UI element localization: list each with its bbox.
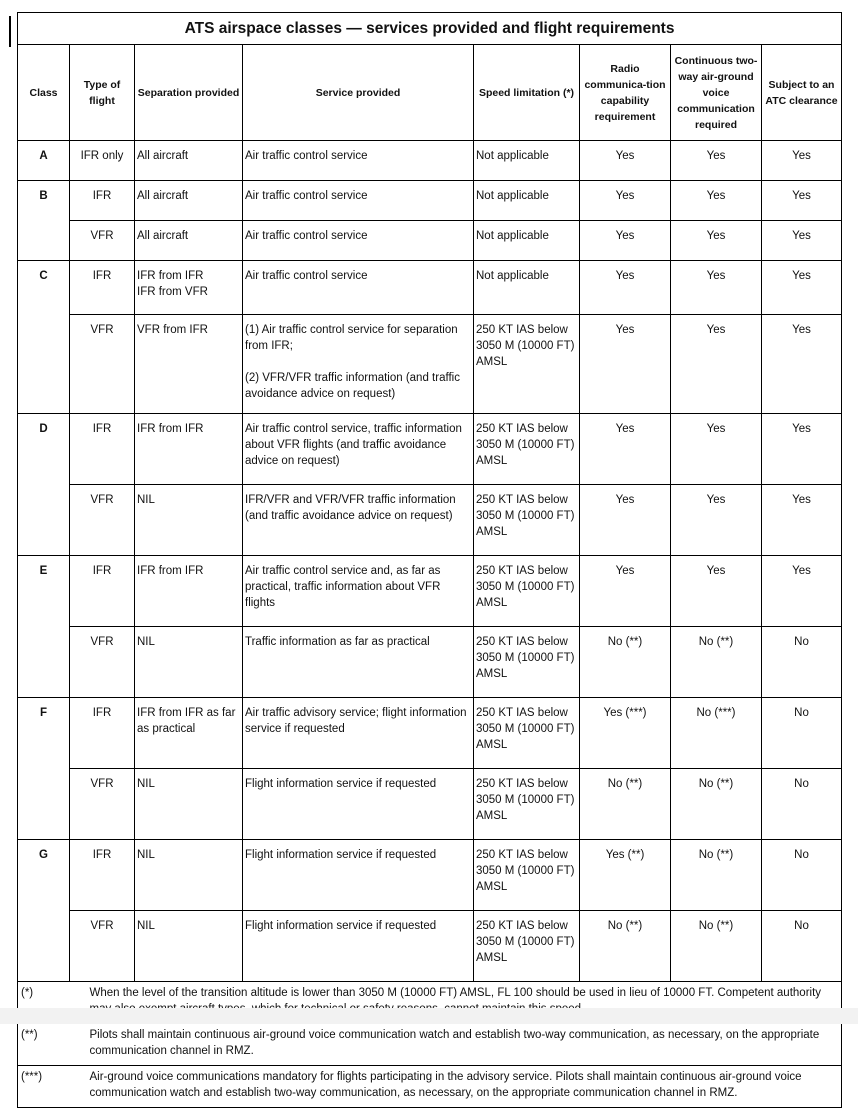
cell-speed: 250 KT IAS below 3050 M (10000 FT) AMSL: [474, 485, 580, 556]
footnote-row: [18, 1066, 842, 1108]
cell-speed: 250 KT IAS below 3050 M (10000 FT) AMSL: [474, 911, 580, 982]
service-text: Flight information service if requested: [245, 778, 437, 790]
cell-speed: 250 KT IAS below 3050 M (10000 FT) AMSL: [474, 840, 580, 911]
cell-flight-type: IFR only: [70, 141, 135, 181]
cell-service: [243, 315, 474, 414]
table-title: ATS airspace classes — services provided and flight requirements: [18, 13, 842, 45]
service-text: Air traffic advisory service; flight information service if requested: [245, 707, 467, 735]
cell-service: [243, 261, 474, 315]
cell-radio: No (**): [580, 769, 671, 840]
cell-continuous: No (***): [671, 698, 762, 769]
cell-clearance: Yes: [762, 414, 842, 485]
cell-flight-type: IFR: [70, 181, 135, 221]
cell-separation: [135, 840, 243, 911]
cell-clearance: Yes: [762, 141, 842, 181]
separation-line: All aircraft: [137, 150, 189, 162]
header-clearance: Subject to an ATC clearance: [762, 45, 842, 141]
cell-continuous: Yes: [671, 221, 762, 261]
separation-line: IFR from IFR: [137, 423, 204, 435]
cell-radio: Yes: [580, 556, 671, 627]
header-service: Service provided: [243, 45, 474, 141]
cell-service: [243, 840, 474, 911]
cell-continuous: No (**): [671, 911, 762, 982]
cell-clearance: Yes: [762, 556, 842, 627]
separation-line: NIL: [137, 849, 155, 861]
service-text: Air traffic control service and, as far as practical, traffic information about VFR flights: [245, 565, 441, 609]
cell-service: [243, 181, 474, 221]
header-continuous: Continuous two-way air-ground voice communication required: [671, 45, 762, 141]
cell-separation: [135, 141, 243, 181]
cell-radio: Yes: [580, 141, 671, 181]
cell-radio: Yes: [580, 485, 671, 556]
cell-speed: 250 KT IAS below 3050 M (10000 FT) AMSL: [474, 698, 580, 769]
separation-line: NIL: [137, 636, 155, 648]
cell-speed: Not applicable: [474, 181, 580, 221]
table-row: [18, 261, 842, 315]
footnote-mark: (*): [18, 982, 70, 1024]
cell-clearance: No: [762, 911, 842, 982]
cell-radio: Yes (**): [580, 840, 671, 911]
cell-class: B: [18, 181, 70, 261]
cell-class: C: [18, 261, 70, 414]
cell-clearance: No: [762, 769, 842, 840]
cell-flight-type: IFR: [70, 414, 135, 485]
cell-service: [243, 414, 474, 485]
table-row: [18, 414, 842, 485]
cell-separation: [135, 261, 243, 315]
cell-service: [243, 556, 474, 627]
cell-clearance: Yes: [762, 221, 842, 261]
table-row: [18, 556, 842, 627]
separation-line: IFR from IFR as far as practical: [137, 707, 236, 735]
cell-speed: 250 KT IAS below 3050 M (10000 FT) AMSL: [474, 627, 580, 698]
separation-line: All aircraft: [137, 190, 189, 202]
table-row: [18, 840, 842, 911]
table-row: [18, 911, 842, 982]
cell-service: [243, 769, 474, 840]
cell-class: F: [18, 698, 70, 840]
service-text: (2) VFR/VFR traffic information (and traffic avoidance advice on request): [245, 372, 460, 400]
cell-flight-type: IFR: [70, 840, 135, 911]
cell-radio: Yes: [580, 221, 671, 261]
cell-continuous: Yes: [671, 141, 762, 181]
header-row: [18, 45, 842, 141]
separation-line: NIL: [137, 494, 155, 506]
cell-speed: Not applicable: [474, 261, 580, 315]
cell-separation: [135, 315, 243, 414]
footnote-mark: (***): [18, 1066, 70, 1108]
cell-separation: [135, 698, 243, 769]
cell-speed: 250 KT IAS below 3050 M (10000 FT) AMSL: [474, 556, 580, 627]
service-text: Flight information service if requested: [245, 920, 437, 932]
footnotes: [18, 982, 842, 1108]
separation-line: All aircraft: [137, 230, 189, 242]
footnote-text: When the level of the transition altitude is lower than 3050 M (10000 FT) AMSL, FL 100 should be used in lieu of 10000 FT. Competent authority: [70, 982, 842, 1024]
separation-line: NIL: [137, 778, 155, 790]
table-row: [18, 698, 842, 769]
cell-flight-type: VFR: [70, 485, 135, 556]
table-row: [18, 221, 842, 261]
cell-continuous: No (**): [671, 627, 762, 698]
cell-radio: Yes (***): [580, 698, 671, 769]
cell-speed: Not applicable: [474, 221, 580, 261]
cell-flight-type: VFR: [70, 769, 135, 840]
header-class: Class: [18, 45, 70, 141]
table-row: [18, 141, 842, 181]
cell-flight-type: VFR: [70, 315, 135, 414]
cell-service: [243, 698, 474, 769]
cell-continuous: Yes: [671, 315, 762, 414]
table-row: [18, 769, 842, 840]
airspace-table: [17, 12, 842, 1108]
cell-separation: [135, 627, 243, 698]
cell-service: [243, 485, 474, 556]
cell-flight-type: IFR: [70, 556, 135, 627]
table-row: [18, 181, 842, 221]
cell-clearance: No: [762, 840, 842, 911]
service-text: Air traffic control service: [245, 270, 368, 282]
cell-radio: No (**): [580, 627, 671, 698]
cell-flight-type: VFR: [70, 627, 135, 698]
cell-clearance: Yes: [762, 261, 842, 315]
cell-service: [243, 141, 474, 181]
header-speed: Speed limitation (*): [474, 45, 580, 141]
cell-separation: [135, 485, 243, 556]
cell-separation: [135, 221, 243, 261]
separation-line: IFR from IFR: [137, 565, 204, 577]
cell-speed: 250 KT IAS below 3050 M (10000 FT) AMSL: [474, 315, 580, 414]
service-text: Air traffic control service: [245, 150, 368, 162]
header-radio: Radio communica-tion capability requirement: [580, 45, 671, 141]
service-text: Traffic information as far as practical: [245, 636, 430, 648]
cell-clearance: No: [762, 698, 842, 769]
cell-speed: 250 KT IAS below 3050 M (10000 FT) AMSL: [474, 414, 580, 485]
header-separation: Separation provided: [135, 45, 243, 141]
cell-service: [243, 221, 474, 261]
service-text: Air traffic control service: [245, 230, 368, 242]
cell-speed: Not applicable: [474, 141, 580, 181]
cell-radio: No (**): [580, 911, 671, 982]
service-text: Air traffic control service: [245, 190, 368, 202]
cell-continuous: Yes: [671, 485, 762, 556]
text-cursor: [9, 16, 11, 47]
cell-continuous: Yes: [671, 261, 762, 315]
separation-line: IFR from VFR: [137, 286, 208, 298]
cell-clearance: Yes: [762, 315, 842, 414]
footnote-text: Pilots shall maintain continuous air-ground voice communication watch and establish two-way communication, as necessary, on the appropriate communication channel in RMZ.: [70, 1024, 842, 1066]
table-row: [18, 485, 842, 556]
cell-separation: [135, 181, 243, 221]
cell-flight-type: IFR: [70, 698, 135, 769]
cell-continuous: Yes: [671, 556, 762, 627]
separation-line: VFR from IFR: [137, 324, 208, 336]
service-text: Air traffic control service, traffic information about VFR flights (and traffic avoidance advice on request): [245, 423, 462, 467]
separation-line: IFR from IFR: [137, 270, 204, 282]
cell-flight-type: VFR: [70, 911, 135, 982]
cell-flight-type: VFR: [70, 221, 135, 261]
service-text: Flight information service if requested: [245, 849, 437, 861]
table-body: [18, 141, 842, 982]
cell-service: [243, 911, 474, 982]
table-row: [18, 627, 842, 698]
cell-speed: 250 KT IAS below 3050 M (10000 FT) AMSL: [474, 769, 580, 840]
cell-continuous: Yes: [671, 414, 762, 485]
cell-radio: Yes: [580, 315, 671, 414]
cell-service: [243, 627, 474, 698]
cell-continuous: No (**): [671, 769, 762, 840]
cell-clearance: No: [762, 627, 842, 698]
cell-class: A: [18, 141, 70, 181]
cell-continuous: Yes: [671, 181, 762, 221]
header-type-of-flight: Type of flight: [70, 45, 135, 141]
footnote-mark: (**): [18, 1024, 70, 1066]
cell-radio: Yes: [580, 181, 671, 221]
cell-separation: [135, 414, 243, 485]
cell-continuous: No (**): [671, 840, 762, 911]
table-row: [18, 315, 842, 414]
cell-clearance: Yes: [762, 485, 842, 556]
cell-clearance: Yes: [762, 181, 842, 221]
cell-separation: [135, 911, 243, 982]
cell-flight-type: IFR: [70, 261, 135, 315]
service-text: (1) Air traffic control service for separation from IFR;: [245, 324, 458, 352]
footnote-row: [18, 1024, 842, 1066]
cell-radio: Yes: [580, 261, 671, 315]
page-bottom-strip: [0, 1008, 858, 1024]
cell-separation: [135, 769, 243, 840]
cell-separation: [135, 556, 243, 627]
cell-class: E: [18, 556, 70, 698]
service-text: IFR/VFR and VFR/VFR traffic information (and traffic avoidance advice on request): [245, 494, 456, 522]
cell-class: G: [18, 840, 70, 982]
footnote-text: Air-ground voice communications mandatory for flights participating in the advisory service. Pilots shall maintain continuous air-ground voice communication watch and establish two-way communication, as necessary, on the appropriate communication channel in RMZ.: [70, 1066, 842, 1108]
separation-line: NIL: [137, 920, 155, 932]
cell-radio: Yes: [580, 414, 671, 485]
cell-class: D: [18, 414, 70, 556]
